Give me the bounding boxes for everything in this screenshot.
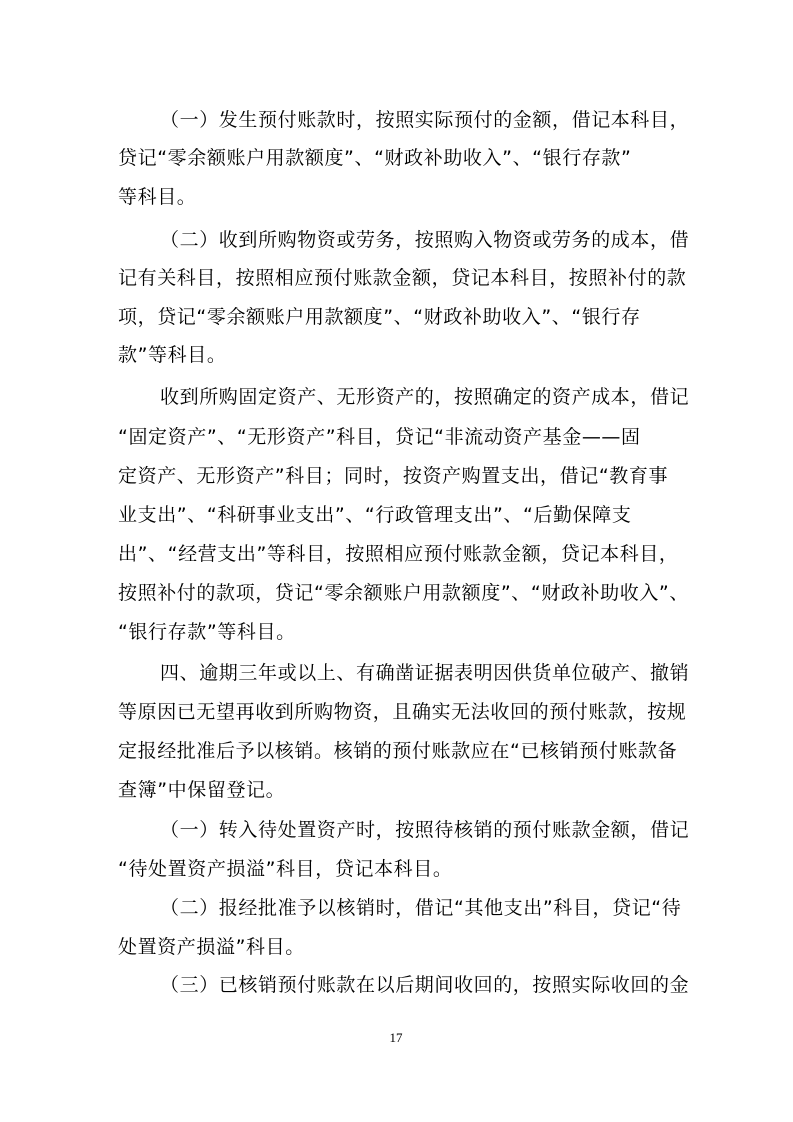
text-line-14: “银行存款”等科目。 [118, 621, 296, 643]
text-line-16: 等原因已无望再收到所购物资，且确实无法收回的预付账款，按规 [118, 701, 687, 723]
text-line-15: 四、逾期三年或以上、有确凿证据表明因供货单位破产、撤销 [160, 662, 690, 684]
text-line-6: 项，贷记“零余额账户用款额度”、“财政补助收入”、“银行存 [118, 306, 641, 328]
text-line-23: （三）已核销预付账款在以后期间收回的，按照实际收回的金 [160, 974, 690, 996]
text-line-12: 出”、“经营支出”等科目，按照相应预付账款金额，贷记本科目， [118, 543, 679, 565]
text-line-19: （一）转入待处置资产时，按照待核销的预付账款金额，借记 [160, 819, 690, 841]
text-line-1: （一）发生预付账款时，按照实际预付的金额，借记本科目， [160, 109, 690, 131]
text-line-9: “固定资产”、“无形资产”科目，贷记“非流动资产基金——固 [118, 426, 641, 448]
text-line-4: （二）收到所购物资或劳务，按照购入物资或劳务的成本，借 [160, 229, 690, 251]
text-line-17: 定报经批准后予以核销。核销的预付账款应在“已核销预付账款备 [118, 740, 678, 762]
text-line-20: “待处置资产损溢”科目，贷记本科目。 [118, 858, 453, 880]
text-line-22: 处置资产损溢”科目。 [118, 936, 305, 958]
text-line-2: 贷记“零余额账户用款额度”、“财政补助收入”、“银行存款” [118, 147, 632, 169]
text-line-18: 查簿”中保留登记。 [118, 779, 286, 801]
text-line-21: （二）报经批准予以核销时，借记“其他支出”科目，贷记“待 [160, 897, 682, 919]
text-line-3: 等科目。 [118, 186, 197, 208]
text-line-10: 定资产、无形资产”科目；同时，按资产购置支出，借记“教育事 [118, 465, 669, 487]
text-line-8: 收到所购固定资产、无形资产的，按照确定的资产成本，借记 [160, 386, 690, 408]
text-line-13: 按照补付的款项，贷记“零余额账户用款额度”、“财政补助收入”、 [118, 582, 689, 604]
text-line-11: 业支出”、“科研事业支出”、“行政管理支出”、“后勤保障支 [118, 504, 632, 526]
text-line-5: 记有关科目，按照相应预付账款金额，贷记本科目，按照补付的款 [118, 267, 687, 289]
text-line-7: 款”等科目。 [118, 344, 227, 366]
page-number: 17 [389, 1030, 403, 1045]
